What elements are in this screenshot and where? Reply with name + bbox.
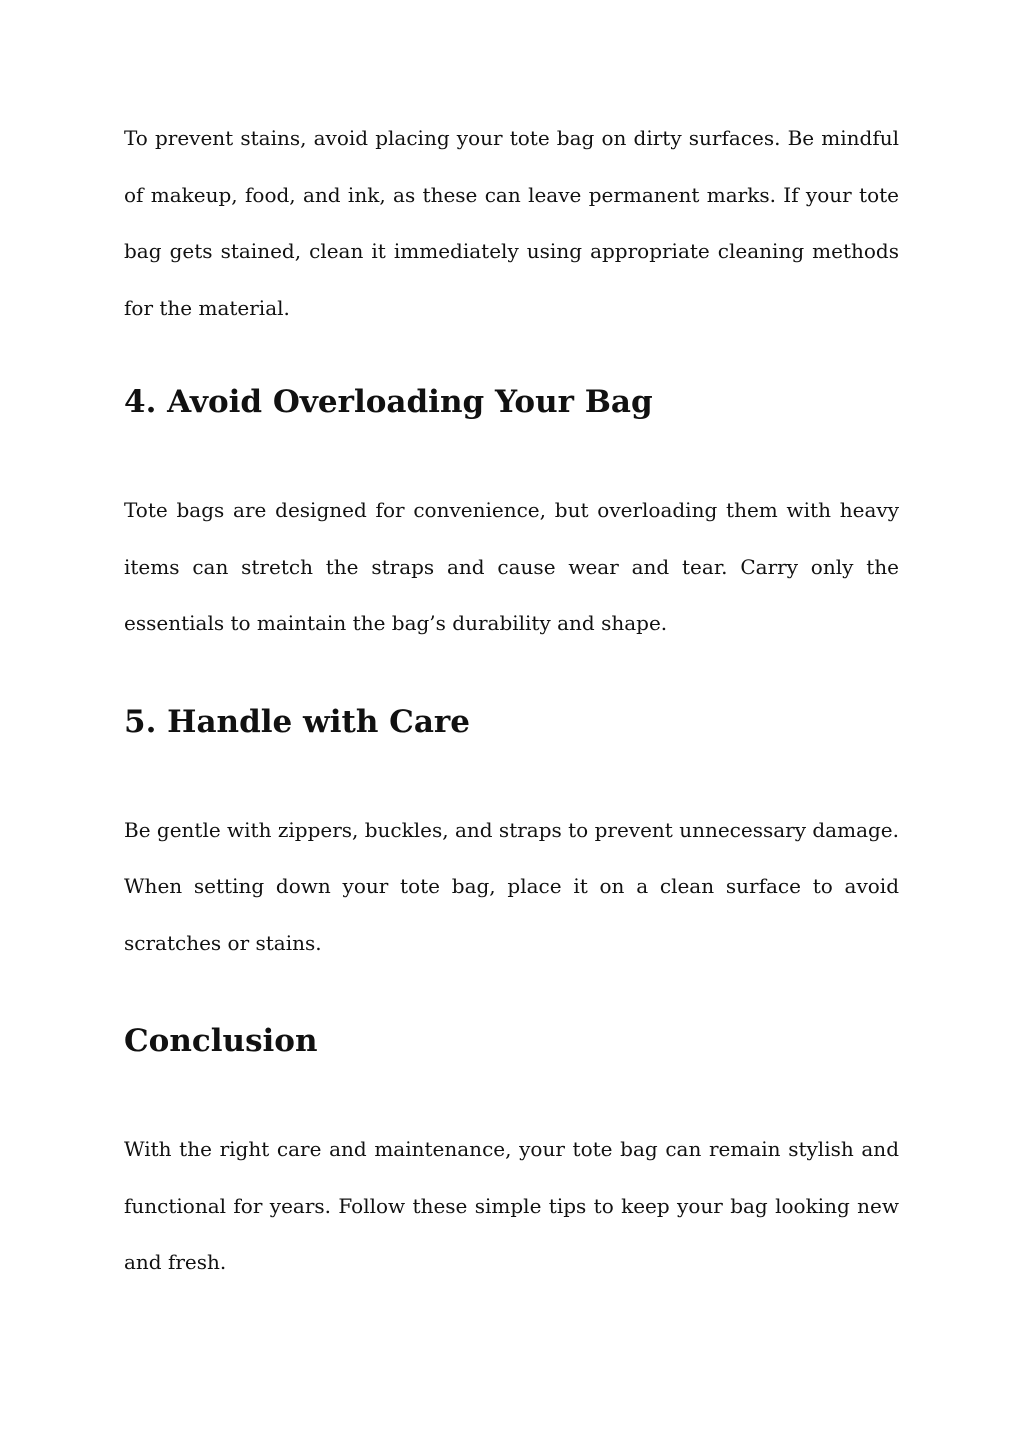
document-body <box>124 110 899 1291</box>
paragraph-stains: To prevent stains, avoid placing your tote bag on dirty surfaces. Be mindful of makeup, food, and ink, as these can leave permanent marks. If your tote bag gets stained, clean it immediately using appropriate cleaning methods for the material. <box>124 126 899 320</box>
paragraph-overloading: Tote bags are designed for convenience, but overloading them with heavy items can stretch the straps and cause wear and tear. Carry only the essentials to maintain the bag’s durability and shape. <box>124 498 899 635</box>
paragraph-handle-care: Be gentle with zippers, buckles, and straps to prevent unnecessary damage. When setting down your tote bag, place it on a clean surface to avoid scratches or stains. <box>124 817 899 955</box>
heading-conclusion: Conclusion <box>124 1023 318 1059</box>
heading-handle-with-care: 5. Handle with Care <box>124 703 470 740</box>
paragraph-conclusion: With the right care and maintenance, your tote bag can remain stylish and functional for years. Follow these simple tips to keep your bag looking new and fresh. <box>124 1137 899 1274</box>
heading-avoid-overloading: 4. Avoid Overloading Your Bag <box>124 384 653 420</box>
